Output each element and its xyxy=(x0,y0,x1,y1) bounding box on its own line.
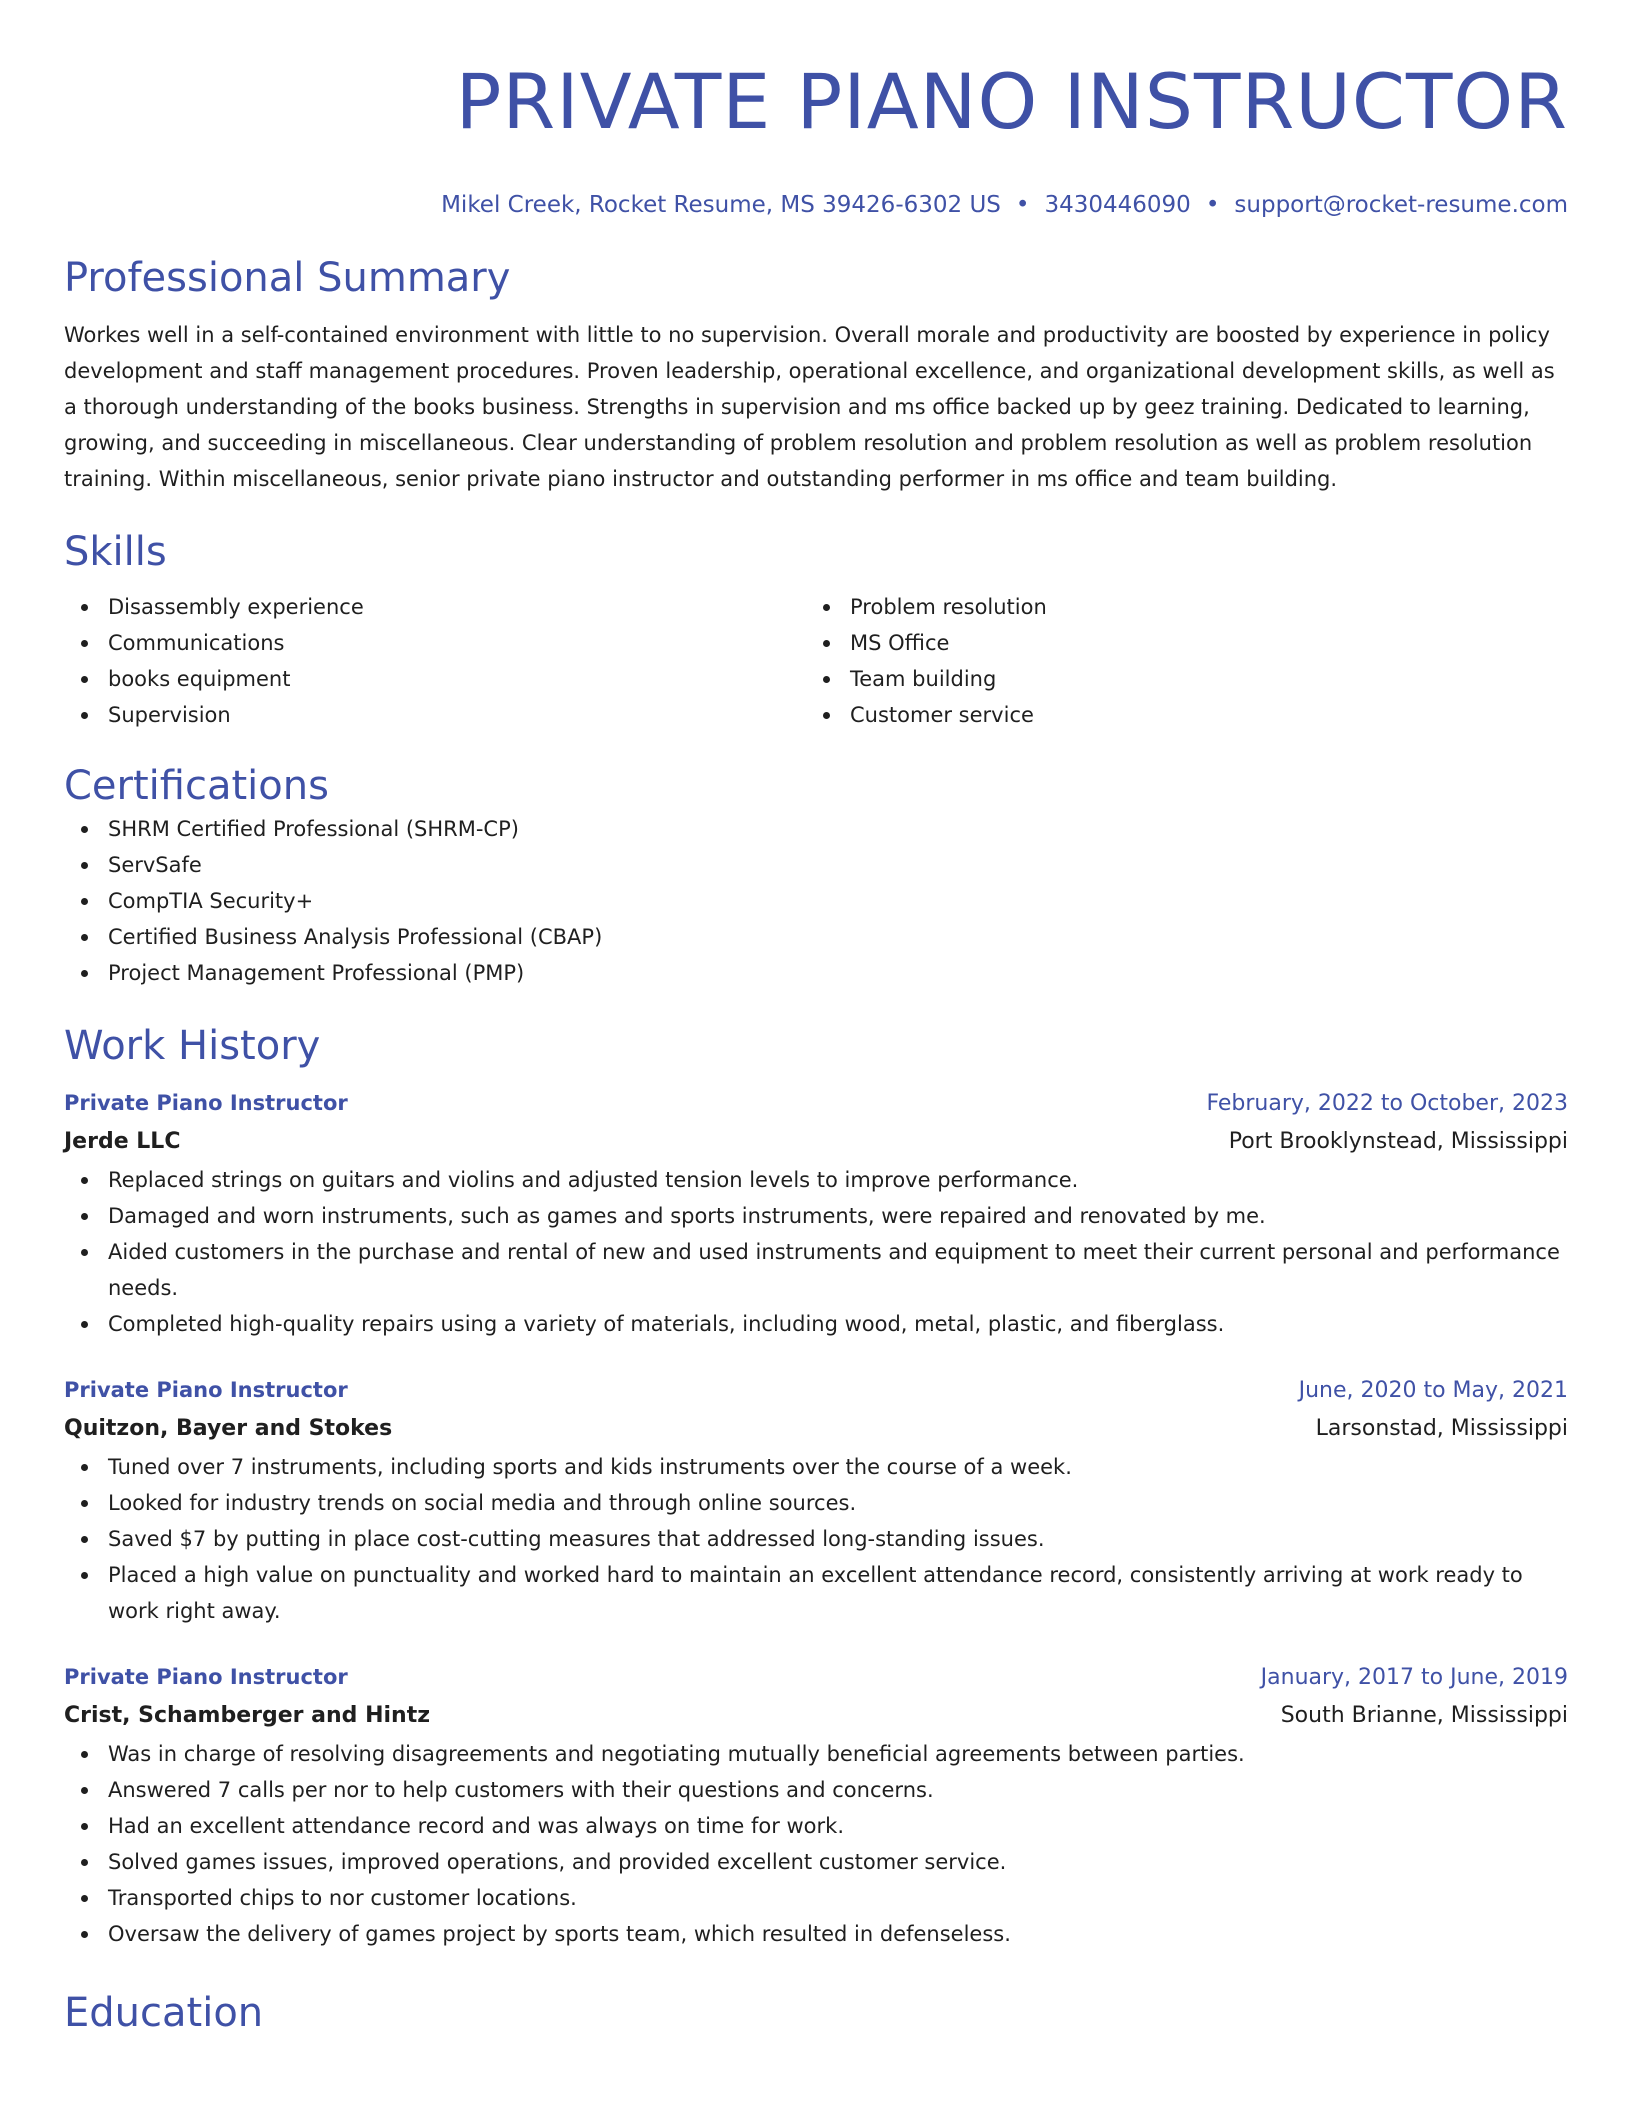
work-history-heading: Work History xyxy=(64,1023,321,1069)
resume-name: PRIVATE PIANO INSTRUCTOR xyxy=(455,57,1568,146)
job-header-row xyxy=(64,1085,1568,1122)
job-bullet: Oversaw the delivery of games project by sports team, which resulted in defenseless. xyxy=(64,1916,1568,1952)
contact-line xyxy=(64,190,1568,220)
job-company: Jerde LLC xyxy=(64,1129,181,1154)
contact-separator: • xyxy=(1205,192,1220,218)
skill-item: books equipment xyxy=(64,661,806,697)
contact-separator: • xyxy=(1015,192,1030,218)
skills-grid xyxy=(64,589,1568,733)
job-bullet: Damaged and worn instruments, such as games and sports instruments, were repaired and renovated by me. xyxy=(64,1198,1568,1234)
job-entry xyxy=(64,1659,1568,1952)
certification-item: ServSafe xyxy=(64,847,1568,883)
skills-list-left xyxy=(64,589,806,733)
job-company-row xyxy=(64,1409,1568,1449)
skill-item: Disassembly experience xyxy=(64,589,806,625)
job-header-row xyxy=(64,1372,1568,1409)
job-dates: February, 2022 to October, 2023 xyxy=(1206,1091,1568,1116)
job-bullet: Saved $7 by putting in place cost-cutting measures that addressed long-standing issues. xyxy=(64,1521,1568,1557)
job-dates: June, 2020 to May, 2021 xyxy=(1298,1378,1568,1403)
job-dates: January, 2017 to June, 2019 xyxy=(1260,1665,1568,1690)
contact-email: support@rocket-resume.com xyxy=(1234,192,1568,218)
job-bullet: Completed high-quality repairs using a variety of materials, including wood, metal, plastic, and fiberglass. xyxy=(64,1306,1568,1342)
job-location: Larsonstad, Mississippi xyxy=(1315,1416,1568,1441)
job-bullet: Looked for industry trends on social media and through online sources. xyxy=(64,1485,1568,1521)
skill-item: Supervision xyxy=(64,697,806,733)
job-bullet: Transported chips to nor customer locations. xyxy=(64,1880,1568,1916)
certifications-list xyxy=(64,811,1568,991)
certifications-heading: Certifications xyxy=(64,763,329,809)
job-title: Private Piano Instructor xyxy=(64,1091,348,1115)
job-bullet: Solved games issues, improved operations, and provided excellent customer service. xyxy=(64,1844,1568,1880)
job-title: Private Piano Instructor xyxy=(64,1665,348,1689)
job-location: South Brianne, Mississippi xyxy=(1280,1703,1568,1728)
job-company-row xyxy=(64,1122,1568,1162)
job-company: Crist, Schamberger and Hintz xyxy=(64,1703,431,1728)
education-heading: Education xyxy=(64,1990,264,2036)
certification-item: CompTIA Security+ xyxy=(64,883,1568,919)
job-bullet: Was in charge of resolving disagreements and negotiating mutually beneficial agreements between parties. xyxy=(64,1736,1568,1772)
skills-list-right xyxy=(806,589,1548,733)
contact-phone: 3430446090 xyxy=(1044,192,1191,218)
job-company-row xyxy=(64,1696,1568,1736)
summary-heading: Professional Summary xyxy=(64,255,511,301)
job-company: Quitzon, Bayer and Stokes xyxy=(64,1416,393,1441)
job-bullets xyxy=(64,1449,1568,1629)
job-header-row xyxy=(64,1659,1568,1696)
job-bullet: Placed a high value on punctuality and worked hard to maintain an excellent attendance record, consistently arriving at work ready to work right away. xyxy=(64,1557,1568,1629)
skill-item: Communications xyxy=(64,625,806,661)
job-entry xyxy=(64,1085,1568,1342)
job-title: Private Piano Instructor xyxy=(64,1378,348,1402)
job-location: Port Brooklynstead, Mississippi xyxy=(1228,1129,1568,1154)
job-bullets xyxy=(64,1162,1568,1342)
skill-item: Customer service xyxy=(806,697,1548,733)
certification-item: Project Management Professional (PMP) xyxy=(64,955,1568,991)
job-entry xyxy=(64,1372,1568,1629)
summary-text: Workes well in a self-contained environment with little to no supervision. Overall morale and productivity are boosted by experience in policy development and staff management procedures. Proven leadership, operational excellence, and organizational development skills, as well as a thorough understanding of the books business. Strengths in supervision and ms office backed up by geez training. Dedicated to learning, growing, and succeeding in miscellaneous. Clear understanding of problem resolution and problem resolution as well as problem resolution training. Within miscellaneous, senior private piano instructor and outstanding performer in ms office and team building. xyxy=(64,323,1555,491)
job-bullets xyxy=(64,1736,1568,1952)
skill-item: MS Office xyxy=(806,625,1548,661)
job-bullet: Replaced strings on guitars and violins and adjusted tension levels to improve performance. xyxy=(64,1162,1568,1198)
skill-item: Team building xyxy=(806,661,1548,697)
skill-item: Problem resolution xyxy=(806,589,1548,625)
contact-address: Mikel Creek, Rocket Resume, MS 39426-6302 US xyxy=(441,192,1001,218)
job-bullet: Aided customers in the purchase and rental of new and used instruments and equipment to meet their current personal and performance needs. xyxy=(64,1234,1568,1306)
skills-heading: Skills xyxy=(64,529,167,575)
job-bullet: Tuned over 7 instruments, including sports and kids instruments over the course of a week. xyxy=(64,1449,1568,1485)
certification-item: SHRM Certified Professional (SHRM-CP) xyxy=(64,811,1568,847)
certification-item: Certified Business Analysis Professional (CBAP) xyxy=(64,919,1568,955)
job-bullet: Answered 7 calls per nor to help customers with their questions and concerns. xyxy=(64,1772,1568,1808)
job-bullet: Had an excellent attendance record and was always on time for work. xyxy=(64,1808,1568,1844)
